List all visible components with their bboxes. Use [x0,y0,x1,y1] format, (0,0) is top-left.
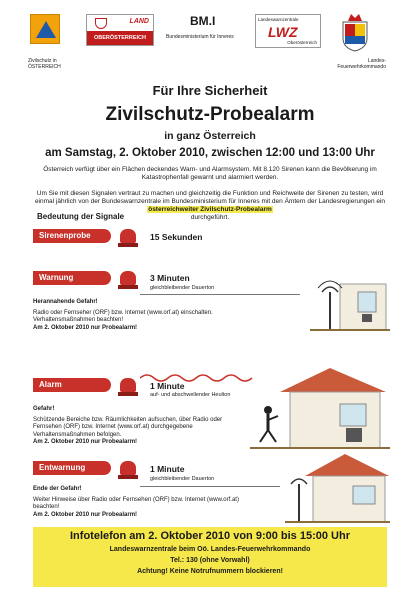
infotelefon-box [33,527,387,587]
highlight-probealarm: österreichweiter Zivilschutz-Probealarm [148,206,272,213]
siren-icon [120,378,136,392]
zivilschutz-logo [30,14,60,44]
intro-paragraph-1: Österreich verfügt über ein Flächen deckendes Warn- und Alarmsystem. Mit 8.120 Sirenen kann die Bevölkerung im Katastrophenfall gewarnt und alarmiert werden. [43,166,377,181]
siren-base [118,392,138,396]
signal-waveform [140,294,300,295]
signal-text-alarm: Gefahr! Schützende Bereiche bzw. Räumlichkeiten aufsuchen, über Radio oder Fernsehen (ORF) bzw. Internet (www.orf.at) durchgegebene Verhaltensmaßnahmen befolgen. Am 2. Oktober 2010 nur Probealarm! [33,406,223,445]
siren-icon [120,229,136,243]
signal-duration: 1 Minute [150,381,185,391]
signal-detail: gleichbleibender Dauerton [150,285,215,291]
intro-paragraph-2: Um Sie mit diesen Signalen vertraut zu machen und gleichzeitig die Funktion und Reichweite der Sirenen zu testen, wird einmal jährlich von der Bundeswarnzentrale im Bundesministerium für Inneres mit den Ämtern der Landesregierungen ein österreichweiter Zivilschutz-Probealarm durchgeführt. [34,190,386,221]
lfk-caption: Landes- Feuerwehrkommando [337,58,386,70]
info-phone: Tel.: 130 (ohne Vorwahl) [170,557,250,564]
signal-text-warnung: Herannahende Gefahr! Radio oder Fernseher (ORF) bzw. Internet (www.orf.at) einschalten. Verhaltensmaßnahmen beachten! Am 2. Oktober 2010 nur Probealarm! [33,299,213,331]
signal-label-sirenenprobe: Sirenenprobe [33,229,111,243]
bmi-title: BM.I [190,14,216,28]
header [0,0,420,80]
siren-base [118,285,138,289]
signal-detail: auf- und abschwellender Heulton [150,392,231,398]
signal-label-entwarnung: Entwarnung [33,461,111,475]
signal-duration: 1 Minute [150,464,185,474]
house-entwarnung-icon [285,450,390,524]
signals-heading: Bedeutung der Signale [37,212,125,221]
siren-icon [120,461,136,475]
house-alarm-icon [250,362,390,452]
lwz-logo: Landeswarnzentrale LWZ Oberösterreich [255,14,321,48]
zivilschutz-caption: Zivilschutz in ÖSTERREICH [28,58,61,70]
signal-label-warnung: Warnung [33,271,111,285]
date-line: am Samstag, 2. Oktober 2010, zwischen 12:00 und 13:00 Uhr [45,147,375,159]
info-line-2: Landeswarnzentrale beim Oö. Landes-Feuerwehrkommando [109,546,311,553]
siren-icon [120,271,136,285]
alarm-waveform [140,372,260,384]
signal-duration: 15 Sekunden [150,232,203,242]
kicker: Für Ihre Sicherheit [152,83,268,98]
signal-duration: 3 Minuten [150,273,190,283]
subtitle: in ganz Österreich [164,130,256,142]
house-warnung-icon [310,262,390,334]
page-title: Zivilschutz-Probealarm [105,104,315,125]
land-oberoesterreich-logo: LAND OBERÖSTERREICH [86,14,154,46]
feuerwehr-crest-icon [340,12,370,52]
siren-base [118,475,138,479]
signal-label-alarm: Alarm [33,378,111,392]
signal-text-entwarnung: Ende der Gefahr! Weiter Hinweise über Radio oder Fernsehen (ORF) bzw. Internet (www.orf.at) beachten! Am 2. Oktober 2010 nur Probealarm! [33,486,239,518]
signal-detail: gleichbleibender Dauerton [150,476,215,482]
info-line-1: Infotelefon am 2. Oktober 2010 von 9:00 bis 15:00 Uhr [70,530,350,542]
siren-base [118,243,138,247]
bmi-subtitle: Bundesministerium für Inneres [166,34,234,40]
info-warning: Achtung! Keine Notrufnummern blockieren! [137,568,283,575]
